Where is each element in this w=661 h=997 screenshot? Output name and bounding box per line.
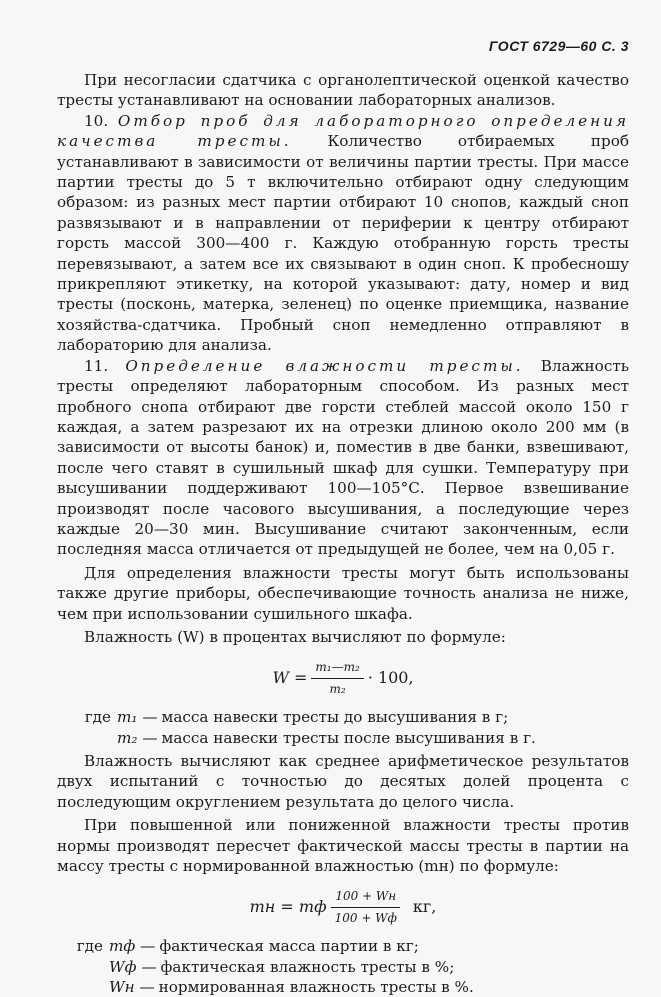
definition-row [57, 728, 629, 748]
formula-denominator: 100 + Wф [334, 910, 397, 925]
page-header: ГОСТ 6729—60 С. 3 [488, 38, 629, 54]
definition-lead [57, 977, 109, 997]
section-heading: Определение влажности тресты. [125, 356, 524, 375]
definition-symbol: Wн — [109, 978, 155, 997]
formula-numerator: m₁—m₂ [311, 657, 363, 678]
paragraph-1: При несогласии сдатчика с органолептической оценкой качество тресты устанавливают на основании лабораторных анализов. [57, 71, 629, 110]
definition-row [57, 707, 629, 727]
formula-lhs: mн = mф [249, 897, 327, 917]
formula-fraction [331, 886, 401, 928]
definition-lead [57, 957, 109, 977]
formula-fraction [311, 657, 363, 699]
paragraph-11 [57, 356, 629, 560]
definition-text: масса навески тресты после высушивания в г. [161, 728, 536, 747]
formula-tail: · 100, [367, 668, 414, 688]
formula-definitions-1 [57, 707, 629, 748]
definition-row [57, 977, 629, 997]
definition-symbol: m₁ — [117, 708, 158, 727]
moisture-formula [57, 657, 629, 699]
paragraph-average: Влажность вычисляют как среднее арифметическое результатов двух испытаний с точностью до десятых долей процента с последующим округлением результата до целого числа. [57, 752, 629, 811]
definition-text: фактическая влажность тресты в %; [160, 957, 455, 976]
paragraph-10 [57, 111, 629, 356]
section-text: Количество отбираемых проб устанавливают в зависимости от величины партии тресты. При массе партии тресты до 5 т включительно отбирают одну следующим образом: из разных мест партии отбирают 10 снопов, каждый сноп развязывают и в направлении от периферии к центру отбирают горсть массой 300—400 г. Каждую отобранную горсть тресты перевязывают, а затем все их связывают в один сноп. К пробесношу прикрепляют этикетку, на которой указывают: дату, номер и вид тресты (посконь, матерка, зеленец) по оценке приемщика, название хозяйства-сдатчика. Пробный сноп немедленно отправляют в лабораторию для анализа. [57, 132, 629, 355]
document-body [57, 70, 629, 997]
section-heading: Отбор проб для лабораторного определения качества тресты. [57, 111, 630, 151]
formula-lhs: W = [272, 668, 308, 688]
section-text: Влажность тресты определяют лабораторным способом. Из разных мест пробного снопа отбирают две горсти стеблей массой около 150 г каждая, а затем разрезают их на отрезки длиною около 200 мм (в зависимости от высоты банок) и, поместив в две банки, взвешивают, после чего ставят в сушильный шкаф для сушки. Температуру при высушивании поддерживают 100—105°С. Первое взвешивание производят после часового высушивания, а последующие через каждые 20—30 мин. Высушивание считают законченным, если последняя масса отличается от предыдущей не более, чем на 0,05 г. [57, 356, 629, 559]
definition-text: фактическая масса партии в кг; [159, 937, 419, 956]
formula-definitions-2 [57, 936, 629, 997]
definition-row [57, 957, 629, 977]
paragraph-recalc: При повышенной или пониженной влажности тресты против нормы производят пересчет фактической массы тресты в партии на массу тресты с нормированной влажностью (mн) по формуле: [57, 816, 629, 876]
definition-symbol: mф — [109, 937, 156, 956]
definition-text: масса навески тресты до высушивания в г; [161, 708, 509, 727]
mass-formula [57, 886, 629, 928]
formula-tail: кг, [412, 897, 437, 917]
paragraph-other-devices: Для определения влажности тресты могут быть использованы также другие приборы, обеспечивающие точность анализа не ниже, чем при использовании сушильного шкафа. [57, 563, 629, 623]
section-number: 10. [84, 111, 109, 130]
paragraph-formula-intro: Влажность (W) в процентах вычисляют по формуле: [84, 627, 506, 646]
definition-lead [57, 728, 117, 748]
definition-symbol: Wф — [109, 957, 157, 976]
definition-text: нормированная влажность тресты в %. [158, 978, 474, 997]
formula-denominator: m₂ [329, 681, 346, 696]
definition-lead: где [84, 708, 111, 727]
definition-lead: где [76, 937, 103, 956]
formula-numerator: 100 + Wн [331, 886, 400, 907]
definition-row [57, 936, 629, 956]
section-number: 11. [84, 356, 109, 375]
definition-symbol: m₂ — [117, 728, 158, 747]
